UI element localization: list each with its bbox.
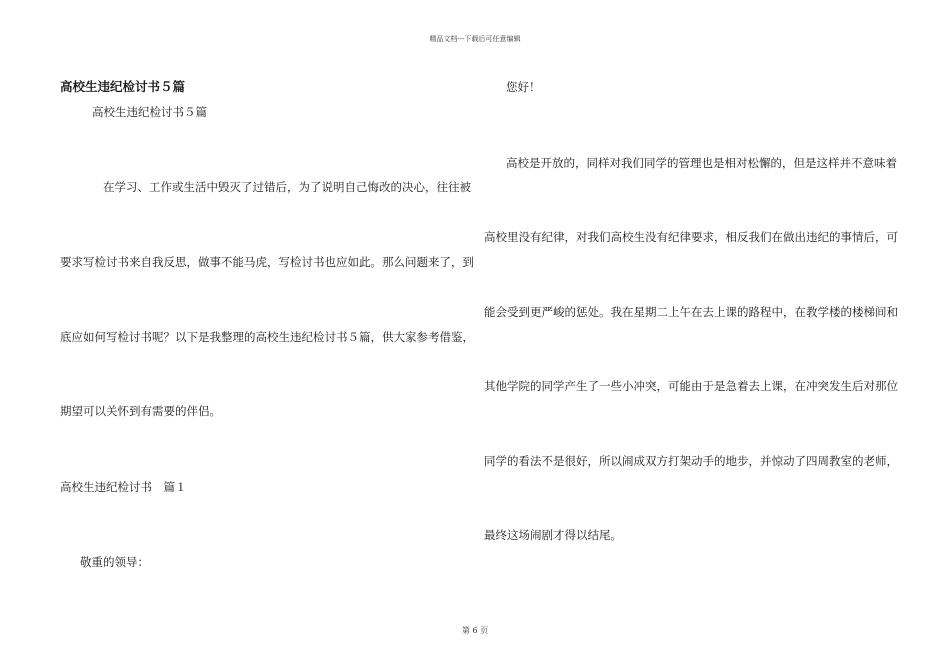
document-subtitle: 高校生违纪检讨书５篇 [92,105,207,119]
body-line-2: 高校里没有纪律，对我们高校生没有纪律要求，相反我们在做出违纪的事情后，可 [484,230,898,244]
body-line-3: 能会受到更严峻的惩处。我在星期二上午在去上课的路程中，在教学楼的楼梯间和 [484,305,898,319]
document-title: 高校生违纪检讨书５篇 [60,79,186,94]
salutation: 敬重的领导： [80,555,149,569]
body-line-5: 同学的看法不是很好，所以闹成双方打架动手的地步，并惊动了四周教室的老师， [484,454,898,468]
intro-line-3: 底应如何写检讨书呢？以下是我整理的高校生违纪检讨书５篇，供大家参考借鉴， [60,330,474,344]
page-header: 精品文档---下载后可任意编辑 [429,35,521,43]
intro-line-2: 要求写检讨书来自我反思，做事不能马虎，写检讨书也应如此。那么问题来了，到 [60,255,474,269]
body-line-1: 高校是开放的，同样对我们同学的管理也是相对松懈的，但是这样并不意味着 [506,156,897,170]
intro-line-1: 在学习、工作或生活中毁灭了过错后，为了说明自己悔改的决心，往往被 [103,180,471,194]
greeting: 您好！ [506,80,541,94]
body-line-6: 最终这场闹剧才得以结尾。 [484,528,622,542]
section-heading: 高校生违纪检讨书 篇１ [60,480,187,494]
intro-line-4: 期望可以关怀到有需要的伴侣。 [60,404,221,418]
body-line-4: 其他学院的同学产生了一些小冲突，可能由于是急着去上课，在冲突发生后对那位 [484,379,898,393]
page-number: 第 6 页 [461,626,489,635]
